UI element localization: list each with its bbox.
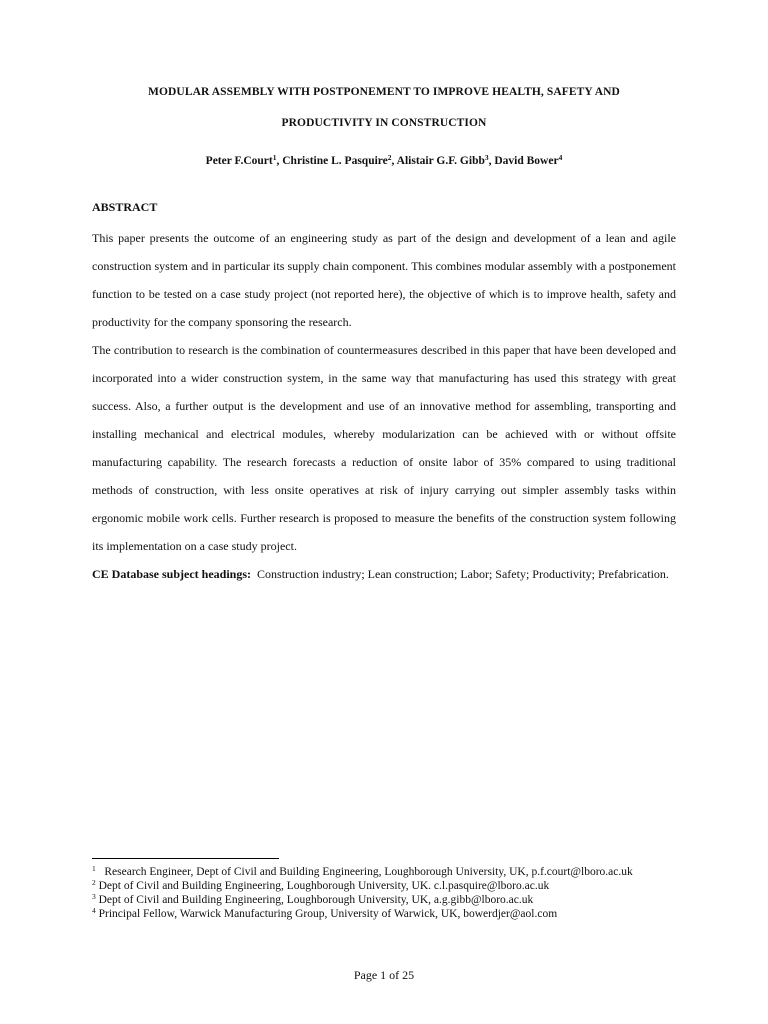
paper-title-line-1: MODULAR ASSEMBLY WITH POSTPONEMENT TO IMPROVE HEALTH, SAFETY AND xyxy=(148,86,620,98)
footnote-divider xyxy=(92,858,279,859)
abstract-paragraph-2: The contribution to research is the combination of countermeasures described in this paper that have been developed and incorporated into a wider construction system, in the same way that manufacturing has used this strategy with great success. Also, a further output is the development and use of an innovative method for assembling, transporting and installing mechanical and electrical modules, whereby modularization can be achieved with or without offsite manufacturing capability. The research forecasts a reduction of onsite labor of 35% compared to using traditional methods of construction, with less onsite operatives at risk of injury carrying out simpler assembly tasks within ergonomic mobile work cells. Further research is proposed to measure the benefits of the construction system following its implementation on a case study project. xyxy=(92,343,676,553)
subject-headings xyxy=(92,560,676,588)
author-list xyxy=(92,155,676,167)
footnotes xyxy=(92,865,676,921)
author-name: Christine L. Pasquire xyxy=(282,155,388,167)
author-separator: , xyxy=(391,155,397,167)
author-affiliation-mark: 4 xyxy=(558,153,563,162)
subject-headings-label: CE Database subject headings: xyxy=(92,567,252,581)
author-affiliation-mark: 1 xyxy=(272,153,277,162)
abstract-heading: ABSTRACT xyxy=(92,200,158,214)
footnote xyxy=(92,865,676,879)
subject-headings-text: Construction industry; Lean construction; Labor; Safety; Productivity; Prefabrication. xyxy=(257,567,669,581)
footnote-text: Principal Fellow, Warwick Manufacturing Group, University of Warwick, UK, bowerdjer@aol.com xyxy=(98,908,558,920)
footnote-text: Research Engineer, Dept of Civil and Building Engineering, Loughborough University, UK, p.f.court@lboro.ac.uk xyxy=(104,866,633,878)
author-affiliation-mark: 3 xyxy=(484,153,489,162)
footnote-text: Dept of Civil and Building Engineering, Loughborough University, UK. c.l.pasquire@lboro.ac.uk xyxy=(98,880,550,892)
page-number: Page 1 of 25 xyxy=(353,968,415,982)
paper-title-line-2: PRODUCTIVITY IN CONSTRUCTION xyxy=(281,117,487,129)
footnote-mark: 3 xyxy=(92,892,96,901)
footnote-mark: 2 xyxy=(92,878,96,887)
footnote xyxy=(92,893,676,907)
author-separator: , xyxy=(276,155,283,167)
footnote-mark: 4 xyxy=(92,906,96,915)
author-name: Peter F.Court xyxy=(205,155,273,167)
author-name: Alistair G.F. Gibb xyxy=(396,155,485,167)
footnote-mark: 1 xyxy=(92,864,96,873)
author-affiliation-mark: 2 xyxy=(387,153,392,162)
footnote xyxy=(92,907,676,921)
abstract-paragraph-1: This paper presents the outcome of an engineering study as part of the design and development of a lean and agile construction system and in particular its supply chain component. This combines modular assembly with a postponement function to be tested on a case study project (not reported here), the objective of which is to improve health, safety and productivity for the company sponsoring the research. xyxy=(92,231,676,329)
footnote xyxy=(92,879,676,893)
footnote-text: Dept of Civil and Building Engineering, Loughborough University, UK, a.g.gibb@lboro.ac.uk xyxy=(98,894,534,906)
author-separator: , xyxy=(488,155,495,167)
author-name: David Bower xyxy=(494,155,559,167)
abstract-body xyxy=(92,224,676,588)
